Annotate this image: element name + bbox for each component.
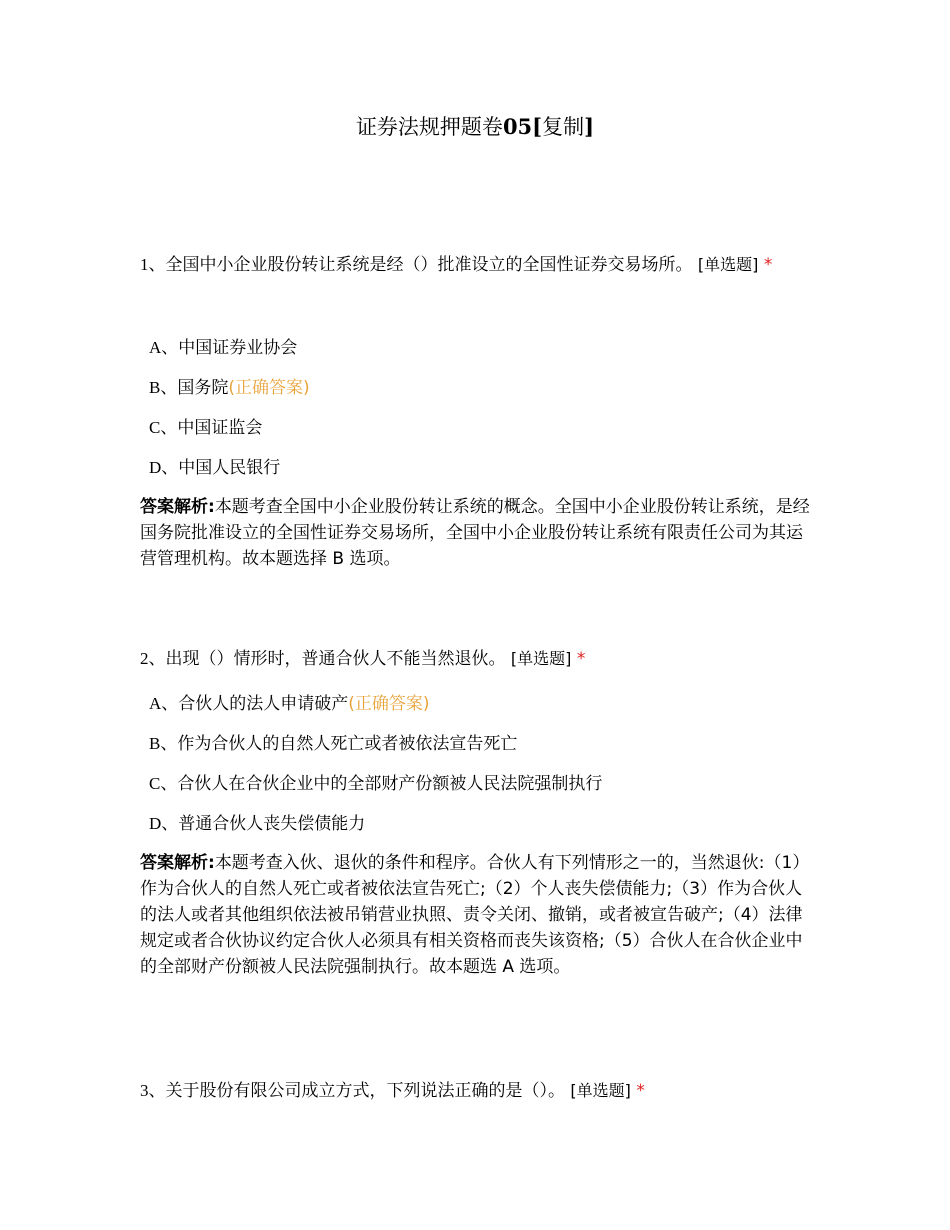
question-number: 2、 [140, 649, 166, 668]
title-copy-text: 复制 [542, 115, 585, 139]
question-2-option-a [149, 692, 430, 716]
title-close-bracket: ] [584, 114, 595, 139]
title-number: 05[ [502, 114, 543, 139]
question-type: [单选题] [510, 649, 572, 668]
question-number: 1、 [140, 255, 166, 274]
question-2-option-b [149, 732, 517, 756]
analysis-text: 本题考查入伙、退伙的条件和程序。合伙人有下列情形之一的，当然退伙:（1）作为合伙人的自然人死亡或者被依法宣告死亡;（2）个人丧失偿债能力;（3）作为合伙人的法人或者其他组织依法被吊销营业执照、责令关闭、撤销，或者被宣告破产;（4）法律规定或者合伙协议约定合伙人必须具有相关资格而丧失该资格;（5）合伙人在合伙企业中的全部财产份额被人民法院强制执行。故本题选 A 选项。 [140, 853, 810, 977]
option-letter: B、 [149, 734, 178, 753]
option-text: 合伙人的法人申请破产 [178, 694, 349, 714]
question-2-stem [140, 640, 812, 678]
question-3-stem [140, 1072, 812, 1110]
question-text: 出现（）情形时，普通合伙人不能当然退伙。 [165, 649, 506, 669]
question-text: 全国中小企业股份转让系统是经（）批准设立的全国性证券交易场所。 [165, 255, 693, 275]
option-text: 合伙人在合伙企业中的全部财产份额被人民法院强制执行 [177, 774, 603, 794]
question-1-option-d [149, 456, 280, 480]
correct-answer-label: (正确答案) [348, 694, 430, 714]
question-1-analysis [140, 494, 812, 572]
question-type: [单选题] [570, 1081, 631, 1100]
question-1-option-b [149, 376, 310, 400]
option-text: 中国证券业协会 [178, 338, 298, 358]
analysis-label: 答案解析: [140, 853, 215, 873]
correct-answer-label: (正确答案) [228, 378, 310, 398]
question-number: 3、 [140, 1081, 166, 1100]
question-type: [单选题] [697, 255, 759, 274]
analysis-label: 答案解析: [140, 497, 215, 517]
option-letter: A、 [149, 694, 179, 713]
option-text: 中国证监会 [177, 418, 263, 438]
required-mark: * [763, 255, 773, 275]
option-letter: D、 [149, 814, 179, 833]
option-text: 国务院 [177, 378, 229, 398]
option-letter: C、 [149, 774, 178, 793]
question-2-analysis [140, 850, 812, 980]
question-2-option-c [149, 772, 602, 796]
option-text: 普通合伙人丧失偿债能力 [178, 814, 366, 834]
option-letter: D、 [149, 458, 179, 477]
question-1-option-a [149, 336, 297, 360]
option-text: 作为合伙人的自然人死亡或者被依法宣告死亡 [177, 734, 518, 754]
option-letter: A、 [149, 338, 179, 357]
question-text: 关于股份有限公司成立方式，下列说法正确的是（）。 [165, 1081, 565, 1101]
option-letter: B、 [149, 378, 178, 397]
required-mark: * [636, 1081, 645, 1101]
question-2-option-d [149, 812, 365, 836]
page-title [0, 112, 950, 142]
option-letter: C、 [149, 418, 178, 437]
option-text: 中国人民银行 [178, 458, 281, 478]
question-1-option-c [149, 416, 262, 440]
required-mark: * [576, 649, 586, 669]
question-1-stem [140, 246, 812, 284]
title-main: 证券法规押题卷 [355, 115, 503, 139]
analysis-text: 本题考查全国中小企业股份转让系统的概念。全国中小企业股份转让系统，是经国务院批准设立的全国性证券交易场所，全国中小企业股份转让系统有限责任公司为其运营管理机构。故本题选择 B 选项。 [140, 497, 810, 569]
